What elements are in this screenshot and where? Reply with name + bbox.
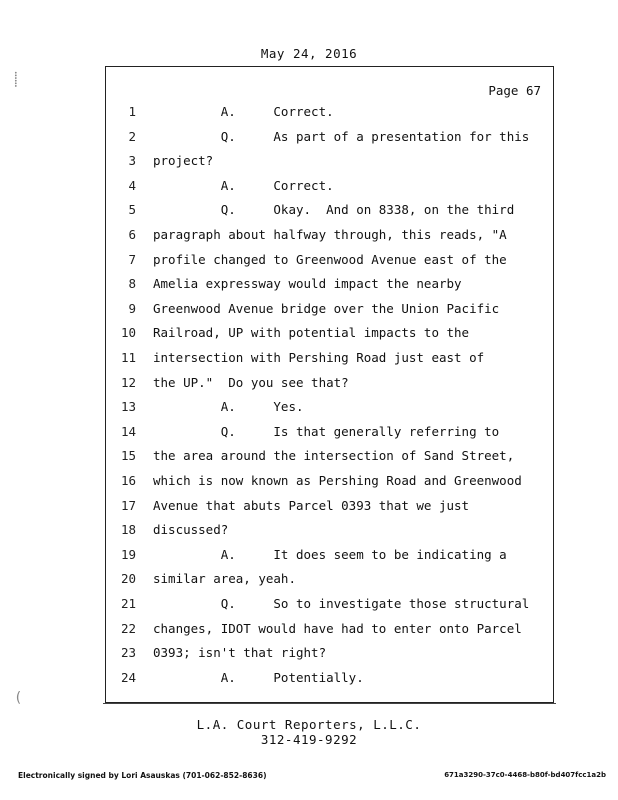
line-number: 5	[128, 202, 136, 218]
frame-bottom-shadow	[103, 703, 556, 708]
line-number: 8	[128, 276, 136, 292]
deposition-date: May 24, 2016	[260, 46, 358, 61]
line-number: 4	[128, 177, 136, 193]
document-id: 671a3290-37c0-4468-b80f-bd407fcc1a2b	[444, 771, 606, 779]
line-text: A. Potentially.	[153, 669, 364, 685]
line-text: Q. So to investigate those structural	[153, 596, 530, 611]
line-text: project?	[153, 153, 214, 169]
line-number: 22	[120, 620, 136, 636]
line-number: 13	[120, 399, 136, 415]
transcript-line	[106, 350, 553, 370]
transcript-line	[106, 424, 553, 444]
line-text: Avenue that abuts Parcel 0393 that we just	[153, 497, 470, 513]
line-number: 15	[120, 448, 136, 464]
line-number: 17	[120, 497, 136, 513]
line-text: Railroad, UP with potential impacts to the	[153, 325, 470, 341]
line-number: 12	[120, 374, 136, 390]
line-number: 19	[120, 546, 136, 562]
transcript-line	[106, 596, 553, 616]
transcript-line	[106, 227, 553, 247]
electronic-signature: Electronically signed by Lori Asauskas (701-062-852-8636)	[18, 771, 267, 780]
transcript-line	[106, 645, 553, 665]
transcript-line	[106, 547, 553, 567]
scan-artifact: ⸽	[14, 72, 18, 88]
line-number: 14	[120, 423, 136, 439]
transcript-line	[106, 178, 553, 198]
line-text: A. Yes.	[153, 399, 304, 415]
line-number: 9	[128, 300, 136, 316]
line-number: 1	[128, 104, 136, 119]
line-text: Q. Is that generally referring to	[153, 423, 500, 439]
transcript-line	[106, 498, 553, 518]
line-number: 23	[120, 645, 136, 661]
line-text: discussed?	[153, 522, 229, 538]
line-number: 7	[128, 251, 136, 267]
line-number: 21	[120, 596, 136, 611]
scan-artifact: (	[14, 690, 23, 706]
line-number: 3	[128, 153, 136, 169]
line-text: Amelia expressway would impact the nearby	[153, 276, 462, 292]
transcript-line	[106, 276, 553, 296]
transcript-line	[106, 202, 553, 222]
line-number: 16	[120, 473, 136, 488]
line-text: the area around the intersection of Sand Street,	[153, 448, 515, 464]
transcript-line	[106, 473, 553, 493]
transcript-line	[106, 153, 553, 173]
court-reporter-name: L.A. Court Reporters, L.L.C.	[196, 717, 422, 732]
transcript-line	[106, 571, 553, 591]
line-text: 0393; isn't that right?	[153, 645, 327, 661]
transcript-line	[106, 399, 553, 419]
line-number: 20	[120, 571, 136, 587]
line-number: 11	[120, 350, 136, 365]
line-text: A. Correct.	[153, 177, 334, 193]
line-number: 2	[128, 128, 136, 144]
line-number: 10	[120, 325, 136, 341]
transcript-line	[106, 670, 553, 690]
line-text: similar area, yeah.	[153, 571, 296, 587]
transcript-page-frame	[105, 66, 554, 703]
transcript-line	[106, 301, 553, 321]
line-text: Q. As part of a presentation for this	[153, 128, 530, 144]
transcript-line	[106, 522, 553, 542]
court-reporter-phone: 312-419-9292	[260, 732, 358, 747]
transcript-line	[106, 252, 553, 272]
line-text: profile changed to Greenwood Avenue east of the	[153, 251, 507, 267]
transcript-line	[106, 448, 553, 468]
transcript-line	[106, 129, 553, 149]
transcript-line	[106, 621, 553, 641]
line-text: A. It does seem to be indicating a	[153, 546, 507, 562]
transcript-line	[106, 325, 553, 345]
page-number: Page 67	[488, 83, 541, 98]
line-number: 24	[120, 669, 136, 685]
line-text: Greenwood Avenue bridge over the Union Pacific	[153, 300, 500, 316]
line-text: which is now known as Pershing Road and Greenwood	[153, 473, 522, 488]
line-text: Q. Okay. And on 8338, on the third	[153, 202, 515, 218]
transcript-line	[106, 375, 553, 395]
line-text: paragraph about halfway through, this reads, "A	[153, 227, 507, 242]
line-text: intersection with Pershing Road just east of	[153, 350, 485, 365]
transcript-line	[106, 104, 553, 124]
line-number: 6	[128, 227, 136, 242]
line-text: A. Correct.	[153, 104, 334, 119]
line-text: changes, IDOT would have had to enter onto Parcel	[153, 620, 522, 636]
line-number: 18	[120, 522, 136, 538]
line-text: the UP." Do you see that?	[153, 374, 349, 390]
